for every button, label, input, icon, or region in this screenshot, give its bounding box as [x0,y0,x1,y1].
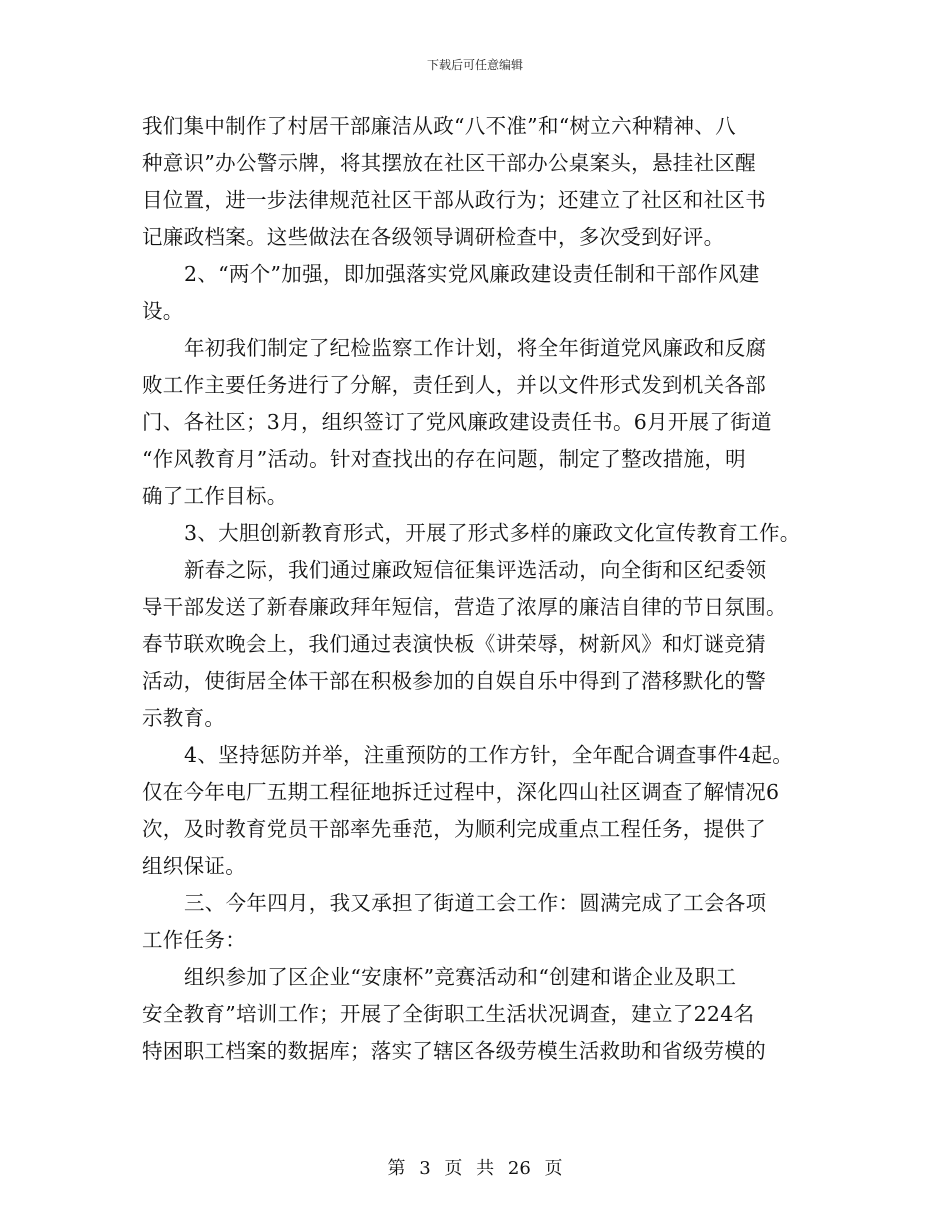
text-line: 次，及时教育党员干部率先垂范，为顺利完成重点工程任务，提供了 [142,817,766,841]
text-line: 春节联欢晚会上，我们通过表演快板《讲荣辱，树新风》和灯谜竞猜 [142,632,766,656]
text-line: 我们集中制作了村居干部廉洁从政“八不准”和“树立六种精神、八 [142,114,736,138]
text-line: 导干部发送了新春廉政拜年短信，营造了浓厚的廉洁自律的节日氛围。 [142,595,787,619]
header-note: 下载后可任意编辑 [426,58,523,72]
page-footer [0,1154,950,1180]
text-line: 安全教育”培训工作；开展了全街职工生活状况调查，建立了224名 [142,1002,755,1026]
text-line: 败工作主要任务进行了分解，责任到人，并以文件形式发到机关各部 [142,373,766,397]
text-line: 3、大胆创新教育形式，开展了形式多样的廉政文化宣传教育工作。 [184,521,801,545]
text-line: 组织参加了区企业“安康杯”竞赛活动和“创建和谐企业及职工 [184,965,737,989]
text-line: “作风教育月”活动。针对查找出的存在问题，制定了整改措施，明 [142,447,746,471]
text-line: 工作任务： [142,928,246,952]
text-line: 确了工作目标。 [142,484,288,508]
text-line: 特困职工档案的数据库；落实了辖区各级劳模生活救助和省级劳模的 [142,1039,766,1063]
footer-prefix: 第 [387,1158,406,1179]
document-body [142,108,822,1070]
page-number: 3 [419,1158,431,1179]
text-line: 门、各社区；3月，组织签订了党风廉政建设责任书。6月开展了街道 [142,410,772,434]
footer-page-unit: 页 [444,1158,463,1179]
text-line: 2、“两个”加强，即加强落实党风廉政建设责任制和干部作风建 [184,262,760,286]
text-line: 记廉政档案。这些做法在各级领导调研检查中，多次受到好评。 [142,225,725,249]
footer-total-unit: 页 [544,1158,563,1179]
text-line: 设。 [142,299,184,323]
text-line: 三、今年四月，我又承担了街道工会工作：圆满完成了工会各项 [184,891,767,915]
text-line: 种意识”办公警示牌，将其摆放在社区干部办公桌案头，悬挂社区醒 [142,151,756,175]
text-line: 4、坚持惩防并举，注重预防的工作方针，全年配合调查事件4起。 [184,743,794,767]
text-line: 目位置，进一步法律规范社区干部从政行为；还建立了社区和社区书 [142,188,766,212]
text-line: 新春之际，我们通过廉政短信征集评选活动，向全街和区纪委领 [184,558,767,582]
text-line: 年初我们制定了纪检监察工作计划，将全年街道党风廉政和反腐 [184,336,767,360]
text-line: 组织保证。 [142,854,246,878]
text-line: 示教育。 [142,706,226,730]
total-pages: 26 [507,1158,531,1179]
text-line: 活动，使街居全体干部在积极参加的自娱自乐中得到了潜移默化的警 [142,669,766,693]
footer-total-prefix: 共 [476,1158,495,1179]
text-line: 仅在今年电厂五期工程征地拆迁过程中，深化四山社区调查了解情况6 [142,780,780,804]
